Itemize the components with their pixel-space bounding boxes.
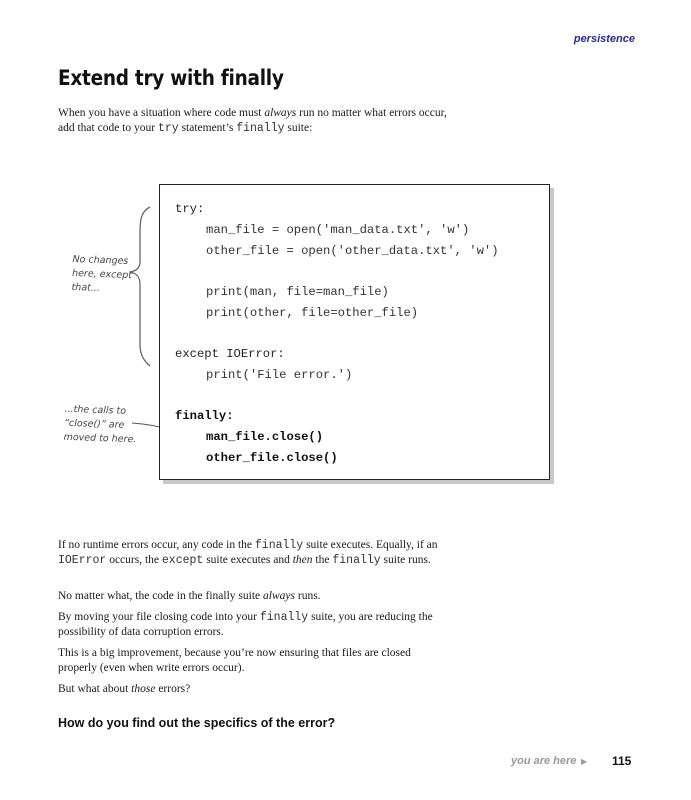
triangle-right-icon: ▶ (581, 757, 588, 766)
subheading: How do you find out the specifics of the error? (58, 716, 336, 730)
code-line: man_file = open('man_data.txt', 'w') (206, 223, 470, 237)
page-title: Extend try with finally (58, 66, 284, 90)
body-paragraph: But what about those errors? (58, 683, 191, 695)
section-header: persistence (573, 33, 635, 45)
body-paragraph: This is a big improvement, because you’re now ensuring that files are closed properly (even when write errors occur). (58, 647, 411, 674)
body-paragraph: By moving your file closing code into your finally suite, you are reducing the possibility of data corruption errors. (58, 611, 433, 638)
brace-shape (130, 207, 150, 366)
code-line-finally: finally: (175, 409, 234, 423)
code-line-try: try: (175, 202, 205, 216)
annotation-calls-moved: ...the calls to “close()” are moved to here. (63, 403, 137, 446)
code-line: print(other, file=other_file) (206, 306, 419, 320)
code-listing (159, 184, 550, 480)
code-line: print('File error.') (206, 368, 353, 382)
body-paragraph: No matter what, the code in the finally suite always runs. (58, 590, 321, 602)
code-line: man_file.close() (206, 430, 324, 444)
intro-paragraph: When you have a situation where code must always run no matter what errors occur, add that code to your try statement’s finally suite: (58, 107, 447, 135)
page-number: 115 (612, 754, 632, 768)
code-line: print(man, file=man_file) (206, 285, 389, 299)
you-are-here-label: you are here (511, 755, 577, 767)
code-line: other_file.close() (206, 451, 338, 465)
code-line-except: except IOError: (175, 347, 285, 361)
code-line: other_file = open('other_data.txt', 'w') (206, 244, 499, 258)
annotation-no-changes: No changes here, except that... (71, 253, 133, 294)
body-paragraph: If no runtime errors occur, any code in the finally suite executes. Equally, if an IOError occurs, the except suite executes and then the finally suite runs. (58, 539, 438, 567)
